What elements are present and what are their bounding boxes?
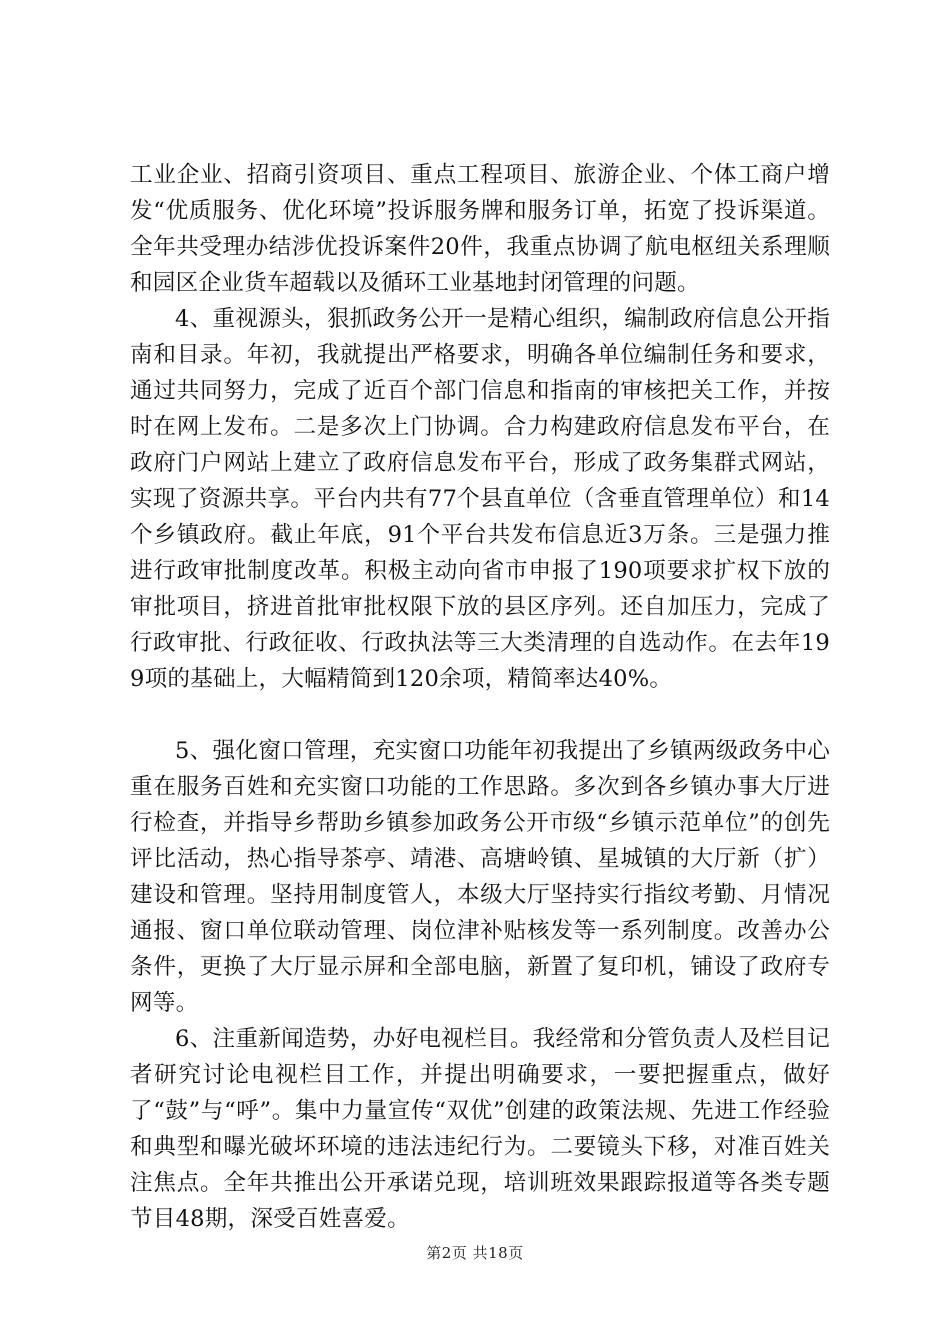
paragraph-item-6: 6、注重新闻造势，办好电视栏目。我经常和分管负责人及栏目记者研究讨论电视栏目工作，并提出明确要求，一要把握重点，做好了“鼓”与“呼”。集中力量宣传“双优”创建的政策法规、先进工作经验和典型和曝光破坏环境的违法违纪行为。二要镜头下移，对准百姓关注焦点。全年共推出公开承诺兑现，培训班效果跟踪报道等各类专题节目48期，深受百姓喜爱。 [130,1026,830,1232]
paragraph-continued: 工业企业、招商引资项目、重点工程项目、旅游企业、个体工商户增发“优质服务、优化环境”投诉服务牌和服务订单，拓宽了投诉渠道。全年共受理办结涉优投诉案件20件，我重点协调了航电枢纽关系理顺和园区企业货车超载以及循环工业基地封闭管理的问题。 [130,162,830,296]
document-body [130,157,830,1237]
page-number-footer: 第2页 共18页 [426,1244,524,1262]
paragraph-item-4: 4、重视源头，狠抓政务公开一是精心组织，编制政府信息公开指南和目录。年初，我就提出严格要求，明确各单位编制任务和要求，通过共同努力，完成了近百个部门信息和指南的审核把关工作，并按时在网上发布。二是多次上门协调。合力构建政府信息发布平台，在政府门户网站上建立了政府信息发布平台，形成了政务集群式网站，实现了资源共享。平台内共有77个县直单位（含垂直管理单位）和14个乡镇政府。截止年底，91个平台共发布信息近3万条。三是强力推进行政审批制度改革。积极主动向省市申报了190项要求扩权下放的审批项目，挤进首批审批权限下放的县区序列。还自加压力，完成了行政审批、行政征收、行政执法等三大类清理的自选动作。在去年199项的基础上，大幅精简到120余项，精简率达40%。 [130,306,830,692]
paragraph-item-5: 5、强化窗口管理，充实窗口功能年初我提出了乡镇两级政务中心重在服务百姓和充实窗口功能的工作思路。多次到各乡镇办事大厅进行检查，并指导乡帮助乡镇参加政务公开市级“乡镇示范单位”的创先评比活动，热心指导茶亭、靖港、高塘岭镇、星城镇的大厅新（扩）建设和管理。坚持用制度管人，本级大厅坚持实行指纹考勤、月情况通报、窗口单位联动管理、岗位津补贴核发等一系列制度。改善办公条件，更换了大厅显示屏和全部电脑，新置了复印机，铺设了政府专网等。 [130,738,830,1016]
